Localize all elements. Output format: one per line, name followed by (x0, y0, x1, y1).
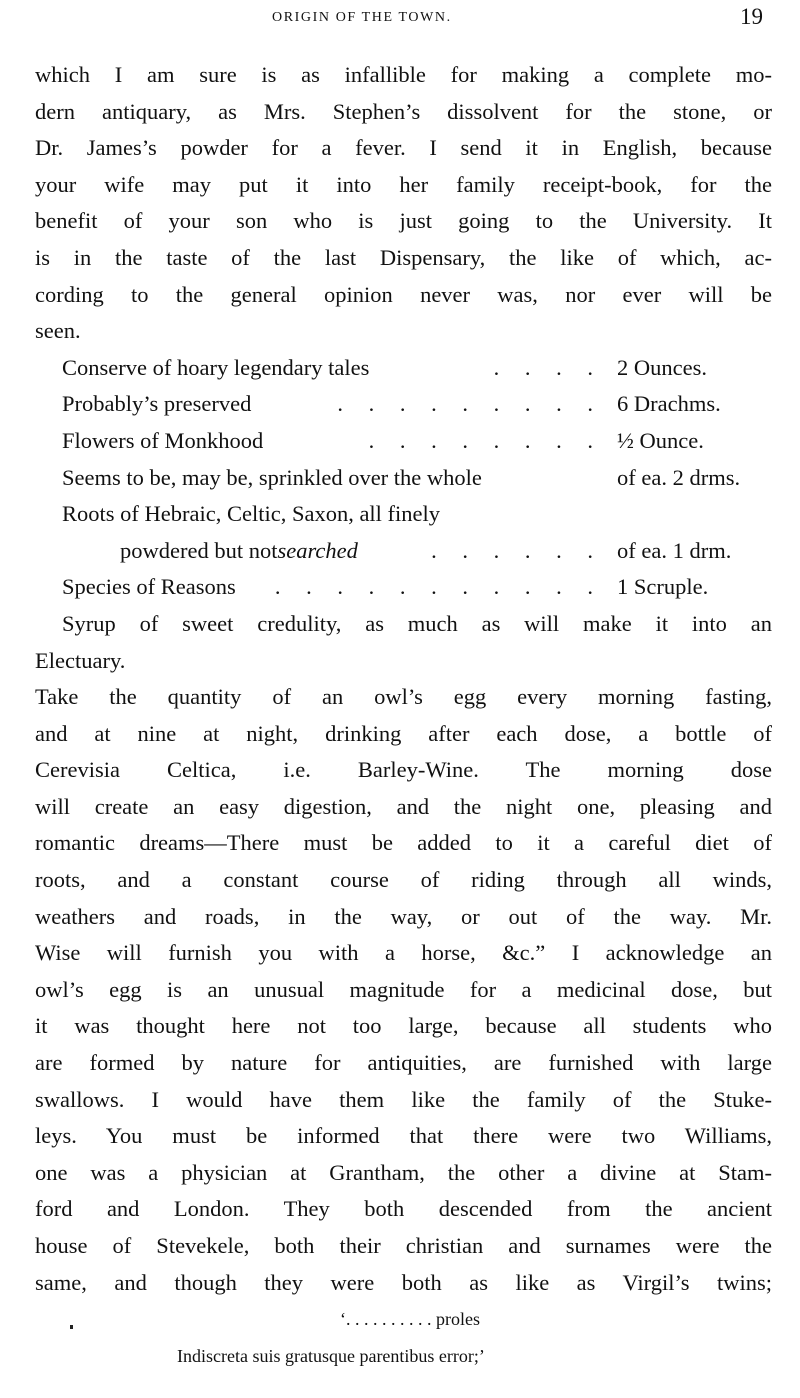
recipe-ingredient (62, 386, 617, 423)
ingredient-name: Roots of Hebraic, Celtic, Saxon, all finely (62, 501, 441, 527)
leader-dots: . . . . . . (431, 537, 603, 563)
recipe-amount: 2 Ounces. (617, 354, 707, 380)
recipe-amount: 6 Drachms. (617, 391, 721, 417)
text-line: ‘. . . . . . . . . . proles (340, 1309, 480, 1330)
leader-dots: . . . . . . . . . (337, 391, 603, 417)
recipe-item (35, 386, 772, 423)
text-line: Cerevisia Celtica, i.e. Barley-Wine. The morning dose (35, 757, 772, 783)
text-line: Dr. James’s powder for a fever. I send it in English, because (35, 135, 772, 161)
recipe-amount (617, 496, 772, 533)
ingredient-name: Species of Reasons (62, 574, 236, 600)
text-line: roots, and a constant course of riding through all winds, (35, 867, 772, 893)
page-body (35, 57, 772, 1374)
recipe-item (35, 569, 772, 606)
text-line: benefit of your son who is just going to the University. It (35, 208, 772, 234)
text-line: seen. (35, 318, 81, 344)
text-line: it was thought here not too large, because all students who (35, 1013, 772, 1039)
recipe-item (35, 533, 772, 570)
text-line: are formed by nature for antiquities, are furnished with large (35, 1050, 772, 1076)
text-line: weathers and roads, in the way, or out of the way. Mr. (35, 903, 772, 929)
recipe-item (35, 460, 772, 497)
recipe-ingredient (62, 350, 617, 387)
text-line: Take the quantity of an owl’s egg every morning fasting, (35, 684, 772, 710)
ingredient-name: Conserve of hoary legendary tales (62, 354, 370, 380)
ingredient-name: powdered but not (120, 537, 278, 563)
text-line: Wise will furnish you with a horse, &c.” I acknowledge an (35, 940, 772, 966)
text-line: Indiscreta suis gratusque parentibus error;’ (177, 1345, 485, 1366)
text-line: your wife may put it into her family receipt-book, for the (35, 171, 772, 197)
text-line: leys. You must be informed that there were two Williams, (35, 1123, 772, 1149)
recipe-amount: 1 Scruple. (617, 574, 709, 600)
recipe-amount: of ea. 2 drms. (617, 464, 741, 490)
recipe-ingredient (62, 460, 617, 497)
recipe-item (35, 423, 772, 460)
ingredient-name: Seems to be, may be, sprinkled over the whole (62, 464, 482, 490)
leader-dots (482, 460, 617, 497)
text-line: Electuary. (35, 647, 126, 673)
text-line: owl’s egg is an unusual magnitude for a medicinal dose, but (35, 976, 772, 1002)
text-line: Syrup of sweet credulity, as much as will make it into an (62, 610, 772, 636)
ingredient-name: Flowers of Monkhood (62, 427, 264, 453)
text-line: is in the taste of the last Dispensary, the like of which, ac- (35, 244, 772, 270)
text-line: dern antiquary, as Mrs. Stephen’s dissolvent for the stone, or (35, 98, 772, 124)
leader-dots: . . . . . . . . . . . (274, 574, 603, 600)
page-number: 19 (740, 4, 763, 29)
text-line: which I am sure is as infallible for making a complete mo- (35, 62, 772, 87)
recipe-item (35, 350, 772, 387)
page-header (0, 2, 800, 32)
scan-speck (70, 1325, 73, 1329)
running-title: ORIGIN OF THE TOWN. (272, 10, 452, 25)
text-line: and at nine at night, drinking after each dose, a bottle of (35, 720, 772, 746)
leader-dots: . . . . (493, 354, 603, 380)
ingredient-name-italic: searched (277, 537, 358, 563)
recipe-ingredient (62, 496, 617, 533)
recipe-amount: ½ Ounce. (617, 427, 704, 453)
text-line: one was a physician at Grantham, the other a divine at Stam- (35, 1159, 772, 1185)
text-line: swallows. I would have them like the family of the Stuke- (35, 1086, 772, 1112)
recipe-ingredient (62, 569, 617, 606)
recipe-amount: of ea. 1 drm. (617, 537, 732, 563)
recipe-ingredient (120, 533, 617, 570)
ingredient-name: Probably’s preserved (62, 391, 252, 417)
text-line: same, and though they were both as like as Virgil’s twins; (35, 1269, 772, 1295)
text-line: cording to the general opinion never was, nor ever will be (35, 281, 772, 307)
leader-dots (440, 496, 617, 533)
text-line: ford and London. They both descended from the ancient (35, 1196, 772, 1222)
recipe-item (35, 496, 772, 533)
leader-dots: . . . . . . . . (368, 427, 603, 453)
text-line: romantic dreams—There must be added to it a careful diet of (35, 830, 772, 856)
recipe-ingredient (62, 423, 617, 460)
text-line: house of Stevekele, both their christian and surnames were the (35, 1233, 772, 1258)
text-line: will create an easy digestion, and the night one, pleasing and (35, 793, 772, 819)
